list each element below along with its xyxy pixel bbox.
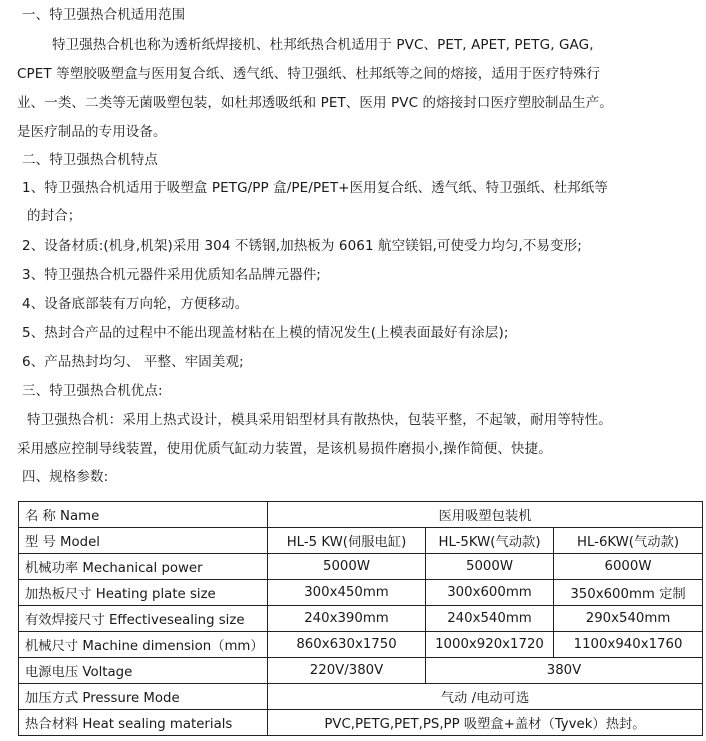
table-row [19, 606, 703, 632]
heading-scope: 一、特卫强热合机适用范围 [22, 7, 186, 23]
power-2: 5000W [426, 554, 554, 580]
voltage-2: 380V [426, 658, 703, 684]
sealing-2: 240x540mm [426, 606, 554, 632]
table-row [19, 580, 703, 606]
material-value: PVC,PETG,PET,PS,PP 吸塑盒+盖材（Tyvek）热封。 [268, 710, 703, 736]
spec-table [18, 501, 703, 736]
feature-1: 1、特卫强热合机适用于吸塑盒 PETG/PP 盒/PE/PET+医用复合纸、透气纸、特卫强纸、杜邦纸等 [22, 180, 608, 196]
model-3: HL-6KW(气动款) [554, 528, 703, 554]
heading-specs: 四、规格参数: [22, 469, 109, 485]
dimension-label: 机械尺寸 Machine dimension（mm） [19, 632, 268, 658]
table-row [19, 710, 703, 736]
dimension-1: 860x630x1750 [268, 632, 426, 658]
table-row [19, 658, 703, 684]
table-row [19, 684, 703, 710]
model-2: HL-5KW(气动款) [426, 528, 554, 554]
feature-1-cont: 的封合； [27, 208, 82, 224]
voltage-label: 电源电压 Voltage [19, 658, 268, 684]
intro-line-1: 特卫强热合机也称为透析纸焊接机、杜邦纸热合机适用于 PVC、PET, APET, PETG, GAG, [52, 37, 594, 53]
plate-1: 300x450mm [268, 580, 426, 606]
pressure-value: 气动 /电动可选 [268, 684, 703, 710]
advantage-1: 特卫强热合机：采用上热式设计，模具采用铝型材具有散热快，包装平整，不起皱，耐用等特性。 [27, 412, 612, 428]
material-label: 热合材料 Heat sealing materials [19, 710, 268, 736]
plate-2: 300x600mm [426, 580, 554, 606]
model-label: 型 号 Model [19, 528, 268, 554]
intro-line-4: 是医疗制品的专用设备。 [17, 124, 167, 140]
advantage-2: 采用感应控制导线装置，使用优质气缸动力装置，是该机易损件磨损小,操作简便、快捷。 [17, 441, 552, 457]
feature-4: 4、设备底部装有万向轮，方便移动。 [22, 296, 249, 312]
heading-advantages: 三、特卫强热合机优点: [22, 383, 163, 399]
feature-2: 2、设备材质:(机身,机架)采用 304 不锈钢,加热板为 6061 航空镁铝,可使受力均匀,不易变形; [22, 238, 582, 254]
plate-3: 350x600mm 定制 [554, 580, 703, 606]
model-1: HL-5 KW(伺服电缸) [268, 528, 426, 554]
feature-5: 5、热封合产品的过程中不能出现盖材粘在上模的情况发生(上模表面最好有涂层); [22, 325, 509, 341]
plate-label: 加热板尺寸 Heating plate size [19, 580, 268, 606]
table-row [19, 528, 703, 554]
pressure-label: 加压方式 Pressure Mode [19, 684, 268, 710]
feature-6: 6、产品热封均匀、 平整、牢固美观; [22, 354, 244, 370]
power-label: 机械功率 Mechanical power [19, 554, 268, 580]
sealing-3: 290x540mm [554, 606, 703, 632]
table-row [19, 632, 703, 658]
table-row [19, 554, 703, 580]
heading-features: 二、特卫强热合机特点 [22, 152, 158, 168]
dimension-3: 1100x940x1760 [554, 632, 703, 658]
power-1: 5000W [268, 554, 426, 580]
feature-3: 3、特卫强热合机元器件采用优质知名品牌元器件; [22, 267, 321, 283]
power-3: 6000W [554, 554, 703, 580]
name-label: 名 称 Name [19, 502, 268, 528]
intro-line-3: 业、一类、二类等无菌吸塑包装，如杜邦透吸纸和 PET、医用 PVC 的熔接封口医疗塑胶制品生产。 [17, 95, 613, 111]
intro-line-2: CPET 等塑胶吸塑盒与医用复合纸、透气纸、特卫强纸、杜邦纸等之间的熔接，适用于医疗特殊行 [17, 66, 601, 82]
sealing-1: 240x390mm [268, 606, 426, 632]
voltage-1: 220V/380V [268, 658, 426, 684]
name-value: 医用吸塑包装机 [268, 502, 703, 528]
dimension-2: 1000x920x1720 [426, 632, 554, 658]
table-row [19, 502, 703, 528]
sealing-label: 有效焊接尺寸 Effectivesealing size [19, 606, 268, 632]
